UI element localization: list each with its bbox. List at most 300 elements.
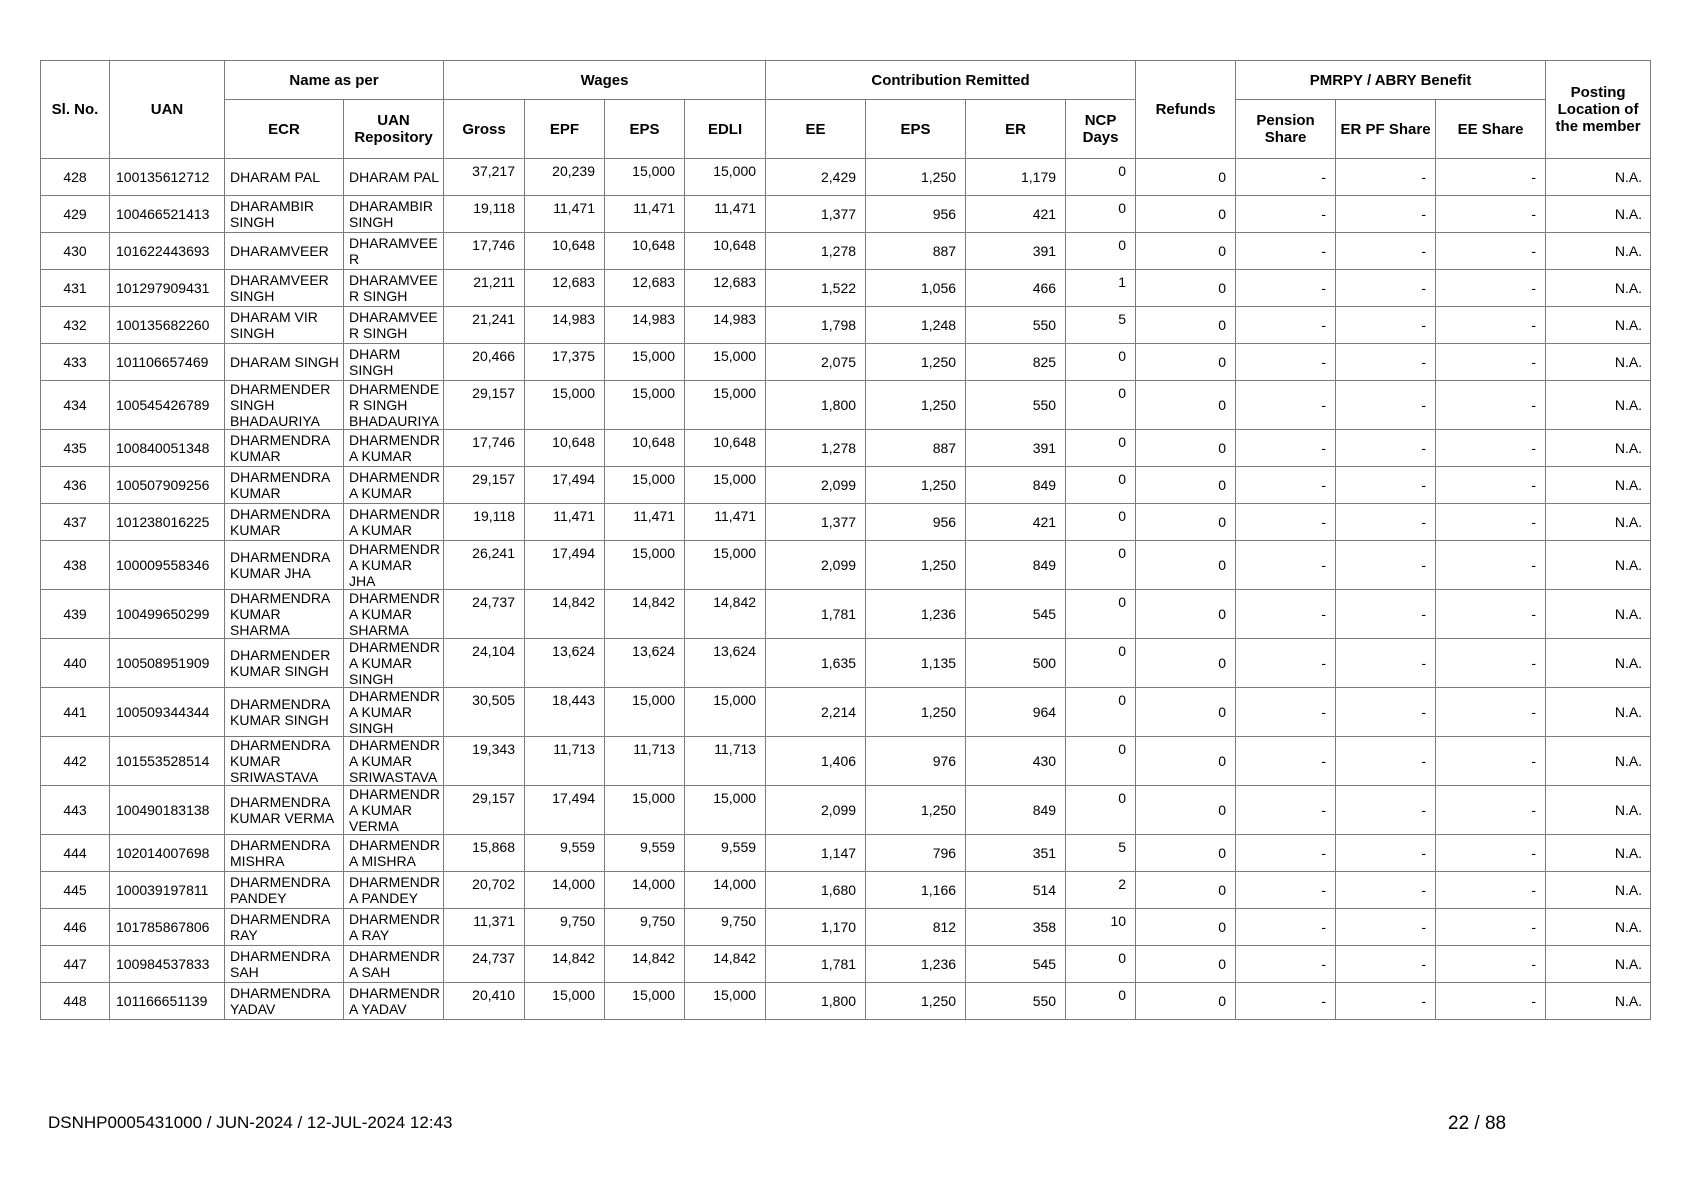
table-body <box>41 159 1651 1020</box>
cell-pension-share: - <box>1236 872 1336 909</box>
cell-er: 545 <box>966 946 1066 983</box>
page-number: 22 / 88 <box>1448 1113 1507 1134</box>
cell-refunds: 0 <box>1136 233 1236 270</box>
cell-ee-share: - <box>1436 307 1546 344</box>
table-row <box>41 688 1651 737</box>
cell-name-uan-repository: DHARAMBIR SINGH <box>344 196 444 233</box>
cell-gross: 11,371 <box>444 909 525 946</box>
cell-posting-location: N.A. <box>1546 983 1651 1020</box>
cell-ncp-days: 0 <box>1066 159 1136 196</box>
cell-sl-no: 433 <box>41 344 110 381</box>
cell-er-pf-share: - <box>1336 786 1436 835</box>
cell-contribution-eps: 1,166 <box>866 872 966 909</box>
cell-sl-no: 441 <box>41 688 110 737</box>
cell-name-ecr: DHARMENDRA MISHRA <box>225 835 344 872</box>
cell-posting-location: N.A. <box>1546 688 1651 737</box>
cell-name-ecr: DHARMENDRA RAY <box>225 909 344 946</box>
cell-contribution-eps: 956 <box>866 196 966 233</box>
cell-sl-no: 445 <box>41 872 110 909</box>
cell-epf: 15,000 <box>525 381 605 430</box>
cell-pension-share: - <box>1236 467 1336 504</box>
cell-uan: 100490183138 <box>110 786 225 835</box>
cell-ncp-days: 5 <box>1066 835 1136 872</box>
cell-edli: 15,000 <box>685 541 766 590</box>
cell-name-uan-repository: DHARMENDR A KUMAR JHA <box>344 541 444 590</box>
cell-refunds: 0 <box>1136 688 1236 737</box>
cell-ncp-days: 1 <box>1066 270 1136 307</box>
cell-name-uan-repository: DHARMENDR A KUMAR SRIWASTAVA <box>344 737 444 786</box>
cell-epf: 17,494 <box>525 786 605 835</box>
cell-uan: 100508951909 <box>110 639 225 688</box>
cell-uan: 100507909256 <box>110 467 225 504</box>
cell-ee-share: - <box>1436 872 1546 909</box>
cell-gross: 21,241 <box>444 307 525 344</box>
cell-ee-share: - <box>1436 504 1546 541</box>
cell-er: 500 <box>966 639 1066 688</box>
cell-refunds: 0 <box>1136 639 1236 688</box>
cell-ncp-days: 10 <box>1066 909 1136 946</box>
cell-eps: 12,683 <box>605 270 685 307</box>
cell-sl-no: 447 <box>41 946 110 983</box>
cell-name-uan-repository: DHARMENDR A KUMAR <box>344 504 444 541</box>
table-header <box>41 61 1651 159</box>
cell-posting-location: N.A. <box>1546 381 1651 430</box>
cell-eps: 9,559 <box>605 835 685 872</box>
table-row <box>41 159 1651 196</box>
cell-name-ecr: DHARMENDRA KUMAR SHARMA <box>225 590 344 639</box>
table-row <box>41 467 1651 504</box>
cell-edli: 9,750 <box>685 909 766 946</box>
cell-edli: 14,000 <box>685 872 766 909</box>
cell-pension-share: - <box>1236 381 1336 430</box>
cell-name-ecr: DHARAM SINGH <box>225 344 344 381</box>
table-row <box>41 430 1651 467</box>
cell-er: 421 <box>966 504 1066 541</box>
cell-er-pf-share: - <box>1336 541 1436 590</box>
cell-contribution-eps: 1,250 <box>866 344 966 381</box>
cell-er-pf-share: - <box>1336 467 1436 504</box>
cell-name-ecr: DHARMENDRA KUMAR SINGH <box>225 688 344 737</box>
cell-contribution-eps: 1,135 <box>866 639 966 688</box>
ecr-table <box>40 60 1651 1020</box>
cell-edli: 11,471 <box>685 196 766 233</box>
cell-refunds: 0 <box>1136 983 1236 1020</box>
cell-ee: 1,680 <box>766 872 866 909</box>
cell-contribution-eps: 1,250 <box>866 467 966 504</box>
cell-eps: 15,000 <box>605 381 685 430</box>
cell-sl-no: 429 <box>41 196 110 233</box>
table-row <box>41 639 1651 688</box>
cell-sl-no: 432 <box>41 307 110 344</box>
cell-posting-location: N.A. <box>1546 786 1651 835</box>
cell-ee: 1,781 <box>766 590 866 639</box>
cell-er-pf-share: - <box>1336 430 1436 467</box>
cell-gross: 29,157 <box>444 786 525 835</box>
cell-er-pf-share: - <box>1336 983 1436 1020</box>
cell-edli: 15,000 <box>685 381 766 430</box>
cell-uan: 102014007698 <box>110 835 225 872</box>
cell-er: 391 <box>966 233 1066 270</box>
cell-gross: 26,241 <box>444 541 525 590</box>
cell-name-uan-repository: DHARMENDE R SINGH BHADAURIYA <box>344 381 444 430</box>
cell-ncp-days: 2 <box>1066 872 1136 909</box>
cell-contribution-eps: 976 <box>866 737 966 786</box>
cell-edli: 15,000 <box>685 467 766 504</box>
cell-edli: 15,000 <box>685 983 766 1020</box>
cell-pension-share: - <box>1236 270 1336 307</box>
cell-eps: 10,648 <box>605 430 685 467</box>
cell-ee-share: - <box>1436 196 1546 233</box>
cell-epf: 14,842 <box>525 946 605 983</box>
cell-refunds: 0 <box>1136 344 1236 381</box>
header-er: ER <box>966 100 1066 159</box>
cell-name-uan-repository: DHARMENDR A KUMAR VERMA <box>344 786 444 835</box>
cell-gross: 30,505 <box>444 688 525 737</box>
cell-contribution-eps: 1,250 <box>866 786 966 835</box>
cell-er: 849 <box>966 541 1066 590</box>
cell-epf: 14,842 <box>525 590 605 639</box>
cell-contribution-eps: 796 <box>866 835 966 872</box>
cell-name-ecr: DHARMENDRA KUMAR VERMA <box>225 786 344 835</box>
cell-eps: 15,000 <box>605 786 685 835</box>
document-reference: DSNHP0005431000 / JUN-2024 / 12-JUL-2024 12:43 <box>48 1113 453 1132</box>
cell-ee: 1,635 <box>766 639 866 688</box>
cell-pension-share: - <box>1236 196 1336 233</box>
cell-gross: 15,868 <box>444 835 525 872</box>
cell-ee: 1,377 <box>766 504 866 541</box>
cell-ee: 1,522 <box>766 270 866 307</box>
cell-sl-no: 439 <box>41 590 110 639</box>
cell-er-pf-share: - <box>1336 737 1436 786</box>
cell-contribution-eps: 1,056 <box>866 270 966 307</box>
cell-posting-location: N.A. <box>1546 872 1651 909</box>
cell-er-pf-share: - <box>1336 233 1436 270</box>
cell-ee-share: - <box>1436 159 1546 196</box>
header-gross: Gross <box>444 100 525 159</box>
cell-sl-no: 430 <box>41 233 110 270</box>
cell-epf: 15,000 <box>525 983 605 1020</box>
cell-er: 1,179 <box>966 159 1066 196</box>
cell-epf: 14,000 <box>525 872 605 909</box>
cell-epf: 9,559 <box>525 835 605 872</box>
cell-name-uan-repository: DHARAMVEE R <box>344 233 444 270</box>
cell-epf: 14,983 <box>525 307 605 344</box>
cell-posting-location: N.A. <box>1546 270 1651 307</box>
cell-name-uan-repository: DHARMENDR A PANDEY <box>344 872 444 909</box>
cell-epf: 9,750 <box>525 909 605 946</box>
cell-epf: 17,494 <box>525 467 605 504</box>
cell-contribution-eps: 1,236 <box>866 946 966 983</box>
cell-pension-share: - <box>1236 639 1336 688</box>
cell-ee-share: - <box>1436 946 1546 983</box>
table-row <box>41 541 1651 590</box>
header-eps: EPS <box>605 100 685 159</box>
cell-uan: 100545426789 <box>110 381 225 430</box>
cell-ncp-days: 0 <box>1066 688 1136 737</box>
cell-posting-location: N.A. <box>1546 946 1651 983</box>
cell-er: 391 <box>966 430 1066 467</box>
cell-posting-location: N.A. <box>1546 909 1651 946</box>
table-row <box>41 344 1651 381</box>
cell-gross: 20,410 <box>444 983 525 1020</box>
cell-edli: 15,000 <box>685 159 766 196</box>
table-row <box>41 872 1651 909</box>
cell-edli: 9,559 <box>685 835 766 872</box>
cell-ee-share: - <box>1436 590 1546 639</box>
cell-ee: 2,099 <box>766 786 866 835</box>
cell-name-uan-repository: DHARMENDR A KUMAR <box>344 430 444 467</box>
cell-edli: 15,000 <box>685 786 766 835</box>
cell-eps: 14,983 <box>605 307 685 344</box>
cell-edli: 11,471 <box>685 504 766 541</box>
cell-refunds: 0 <box>1136 541 1236 590</box>
cell-pension-share: - <box>1236 541 1336 590</box>
header-contribution-eps: EPS <box>866 100 966 159</box>
cell-epf: 12,683 <box>525 270 605 307</box>
cell-er-pf-share: - <box>1336 344 1436 381</box>
cell-epf: 11,471 <box>525 196 605 233</box>
cell-name-uan-repository: DHARMENDR A KUMAR <box>344 467 444 504</box>
cell-ncp-days: 5 <box>1066 307 1136 344</box>
cell-ee: 1,278 <box>766 233 866 270</box>
cell-epf: 18,443 <box>525 688 605 737</box>
cell-er-pf-share: - <box>1336 270 1436 307</box>
cell-name-ecr: DHARAMBIR SINGH <box>225 196 344 233</box>
cell-name-uan-repository: DHARMENDR A KUMAR SINGH <box>344 639 444 688</box>
cell-eps: 11,713 <box>605 737 685 786</box>
cell-ee: 1,278 <box>766 430 866 467</box>
cell-ee: 1,800 <box>766 381 866 430</box>
cell-gross: 17,746 <box>444 430 525 467</box>
cell-eps: 15,000 <box>605 983 685 1020</box>
cell-ncp-days: 0 <box>1066 639 1136 688</box>
cell-posting-location: N.A. <box>1546 344 1651 381</box>
header-er-pf-share: ER PF Share <box>1336 100 1436 159</box>
cell-uan: 101553528514 <box>110 737 225 786</box>
cell-ee: 1,781 <box>766 946 866 983</box>
cell-gross: 19,118 <box>444 196 525 233</box>
cell-posting-location: N.A. <box>1546 835 1651 872</box>
table-row <box>41 233 1651 270</box>
header-ee: EE <box>766 100 866 159</box>
cell-epf: 20,239 <box>525 159 605 196</box>
cell-refunds: 0 <box>1136 430 1236 467</box>
cell-ee: 2,099 <box>766 467 866 504</box>
cell-gross: 21,211 <box>444 270 525 307</box>
cell-ee: 2,075 <box>766 344 866 381</box>
cell-ee: 1,147 <box>766 835 866 872</box>
table-row <box>41 307 1651 344</box>
cell-sl-no: 431 <box>41 270 110 307</box>
cell-refunds: 0 <box>1136 159 1236 196</box>
cell-ee-share: - <box>1436 688 1546 737</box>
cell-contribution-eps: 1,250 <box>866 159 966 196</box>
header-pmrpy-abry: PMRPY / ABRY Benefit <box>1236 61 1546 100</box>
cell-ee-share: - <box>1436 909 1546 946</box>
table-row <box>41 909 1651 946</box>
cell-name-ecr: DHARMENDRA KUMAR <box>225 504 344 541</box>
cell-sl-no: 437 <box>41 504 110 541</box>
cell-eps: 14,842 <box>605 590 685 639</box>
cell-posting-location: N.A. <box>1546 590 1651 639</box>
cell-edli: 15,000 <box>685 688 766 737</box>
cell-pension-share: - <box>1236 983 1336 1020</box>
cell-er-pf-share: - <box>1336 159 1436 196</box>
cell-er: 825 <box>966 344 1066 381</box>
cell-uan: 101297909431 <box>110 270 225 307</box>
cell-uan: 100509344344 <box>110 688 225 737</box>
header-contribution-remitted: Contribution Remitted <box>766 61 1136 100</box>
cell-posting-location: N.A. <box>1546 196 1651 233</box>
cell-eps: 14,842 <box>605 946 685 983</box>
cell-er: 849 <box>966 786 1066 835</box>
cell-er-pf-share: - <box>1336 307 1436 344</box>
cell-name-ecr: DHARMENDRA YADAV <box>225 983 344 1020</box>
cell-sl-no: 448 <box>41 983 110 1020</box>
cell-ncp-days: 0 <box>1066 946 1136 983</box>
cell-gross: 17,746 <box>444 233 525 270</box>
cell-eps: 15,000 <box>605 688 685 737</box>
cell-pension-share: - <box>1236 430 1336 467</box>
cell-edli: 15,000 <box>685 344 766 381</box>
cell-er: 849 <box>966 467 1066 504</box>
cell-ee: 1,170 <box>766 909 866 946</box>
cell-sl-no: 435 <box>41 430 110 467</box>
cell-posting-location: N.A. <box>1546 430 1651 467</box>
cell-sl-no: 444 <box>41 835 110 872</box>
cell-posting-location: N.A. <box>1546 307 1651 344</box>
cell-eps: 15,000 <box>605 467 685 504</box>
cell-uan: 101106657469 <box>110 344 225 381</box>
cell-er-pf-share: - <box>1336 909 1436 946</box>
header-posting-location: Posting Location of the member <box>1546 61 1651 159</box>
cell-contribution-eps: 812 <box>866 909 966 946</box>
cell-edli: 11,713 <box>685 737 766 786</box>
cell-refunds: 0 <box>1136 590 1236 639</box>
cell-er: 550 <box>966 983 1066 1020</box>
cell-uan: 101166651139 <box>110 983 225 1020</box>
cell-edli: 14,842 <box>685 590 766 639</box>
cell-refunds: 0 <box>1136 467 1236 504</box>
cell-uan: 101622443693 <box>110 233 225 270</box>
cell-ncp-days: 0 <box>1066 196 1136 233</box>
cell-name-ecr: DHARAM VIR SINGH <box>225 307 344 344</box>
cell-ee: 2,099 <box>766 541 866 590</box>
cell-ee-share: - <box>1436 270 1546 307</box>
cell-name-ecr: DHARAM PAL <box>225 159 344 196</box>
cell-epf: 10,648 <box>525 233 605 270</box>
cell-refunds: 0 <box>1136 307 1236 344</box>
cell-er-pf-share: - <box>1336 688 1436 737</box>
cell-posting-location: N.A. <box>1546 737 1651 786</box>
cell-pension-share: - <box>1236 909 1336 946</box>
cell-name-ecr: DHARMENDRA KUMAR SRIWASTAVA <box>225 737 344 786</box>
cell-refunds: 0 <box>1136 381 1236 430</box>
cell-gross: 37,217 <box>444 159 525 196</box>
cell-er-pf-share: - <box>1336 872 1436 909</box>
header-ee-share: EE Share <box>1436 100 1546 159</box>
table-row <box>41 737 1651 786</box>
cell-ncp-days: 0 <box>1066 541 1136 590</box>
cell-epf: 17,494 <box>525 541 605 590</box>
cell-edli: 12,683 <box>685 270 766 307</box>
cell-er: 514 <box>966 872 1066 909</box>
cell-pension-share: - <box>1236 786 1336 835</box>
cell-ee: 1,377 <box>766 196 866 233</box>
cell-sl-no: 434 <box>41 381 110 430</box>
cell-pension-share: - <box>1236 835 1336 872</box>
table-row <box>41 270 1651 307</box>
cell-uan: 100009558346 <box>110 541 225 590</box>
cell-name-ecr: DHARMENDRA PANDEY <box>225 872 344 909</box>
cell-eps: 13,624 <box>605 639 685 688</box>
cell-posting-location: N.A. <box>1546 159 1651 196</box>
cell-name-ecr: DHARMENDER KUMAR SINGH <box>225 639 344 688</box>
cell-er-pf-share: - <box>1336 590 1436 639</box>
cell-pension-share: - <box>1236 344 1336 381</box>
cell-edli: 10,648 <box>685 233 766 270</box>
cell-contribution-eps: 1,250 <box>866 983 966 1020</box>
header-edli: EDLI <box>685 100 766 159</box>
cell-pension-share: - <box>1236 504 1336 541</box>
cell-uan: 100840051348 <box>110 430 225 467</box>
cell-posting-location: N.A. <box>1546 467 1651 504</box>
cell-er: 351 <box>966 835 1066 872</box>
cell-gross: 29,157 <box>444 381 525 430</box>
cell-uan: 100984537833 <box>110 946 225 983</box>
cell-er: 421 <box>966 196 1066 233</box>
cell-eps: 15,000 <box>605 541 685 590</box>
cell-ee-share: - <box>1436 233 1546 270</box>
cell-ncp-days: 0 <box>1066 381 1136 430</box>
cell-posting-location: N.A. <box>1546 233 1651 270</box>
cell-eps: 11,471 <box>605 196 685 233</box>
cell-uan: 100039197811 <box>110 872 225 909</box>
cell-ee-share: - <box>1436 541 1546 590</box>
cell-contribution-eps: 1,248 <box>866 307 966 344</box>
table-row <box>41 590 1651 639</box>
header-sl-no: Sl. No. <box>41 61 110 159</box>
cell-epf: 11,471 <box>525 504 605 541</box>
cell-contribution-eps: 1,250 <box>866 381 966 430</box>
cell-ncp-days: 0 <box>1066 467 1136 504</box>
cell-gross: 19,343 <box>444 737 525 786</box>
table-row <box>41 835 1651 872</box>
cell-sl-no: 442 <box>41 737 110 786</box>
cell-sl-no: 446 <box>41 909 110 946</box>
cell-pension-share: - <box>1236 590 1336 639</box>
cell-ncp-days: 0 <box>1066 983 1136 1020</box>
cell-pension-share: - <box>1236 307 1336 344</box>
cell-ee-share: - <box>1436 983 1546 1020</box>
cell-sl-no: 438 <box>41 541 110 590</box>
cell-er-pf-share: - <box>1336 639 1436 688</box>
cell-contribution-eps: 1,250 <box>866 541 966 590</box>
cell-name-uan-repository: DHARMENDR A RAY <box>344 909 444 946</box>
cell-edli: 13,624 <box>685 639 766 688</box>
cell-refunds: 0 <box>1136 737 1236 786</box>
cell-epf: 17,375 <box>525 344 605 381</box>
cell-name-ecr: DHARMENDRA KUMAR JHA <box>225 541 344 590</box>
cell-ncp-days: 0 <box>1066 590 1136 639</box>
cell-gross: 29,157 <box>444 467 525 504</box>
cell-posting-location: N.A. <box>1546 504 1651 541</box>
cell-er: 430 <box>966 737 1066 786</box>
cell-sl-no: 436 <box>41 467 110 504</box>
cell-gross: 20,702 <box>444 872 525 909</box>
cell-name-uan-repository: DHARMENDR A YADAV <box>344 983 444 1020</box>
cell-uan: 101785867806 <box>110 909 225 946</box>
